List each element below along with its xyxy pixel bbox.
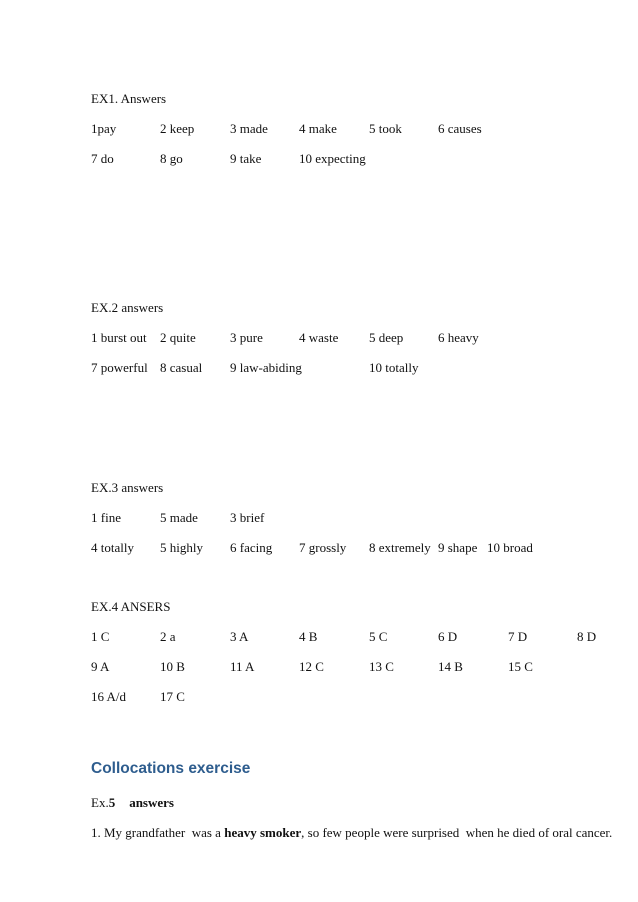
ex4-answer: 9 A: [91, 659, 110, 674]
ex2-answer: 10 totally: [369, 360, 419, 375]
ex2-answer: 6 heavy: [438, 330, 479, 345]
ex4-answer: 5 C: [369, 629, 388, 644]
ex4-answer: 2 a: [160, 629, 176, 644]
ex2-title: EX.2 answers: [91, 300, 164, 315]
ex4-answer: 4 B: [299, 629, 318, 644]
ex3-answer: 10 broad: [487, 540, 533, 555]
ex2-answer: 4 waste: [299, 330, 339, 345]
ex5-answers-label: answers: [129, 795, 174, 810]
ex4-answer: 3 A: [230, 629, 249, 644]
section-heading: Collocations exercise: [91, 760, 251, 777]
ex3-answer: 8 extremely: [369, 540, 431, 555]
ex2-answer: 1 burst out: [91, 330, 147, 345]
ex5-title: [91, 795, 174, 811]
ex1-answer: 10 expecting: [299, 151, 366, 166]
ex1-answer: 9 take: [230, 151, 262, 166]
ex4-answer: 17 C: [160, 689, 185, 704]
ex1-answer: 8 go: [160, 151, 183, 166]
ex4-answer: 6 D: [438, 629, 458, 644]
ex2-answer: 2 quite: [160, 330, 196, 345]
ex5-number: 5: [108, 795, 116, 810]
ex4-answer: 16 A/d: [91, 689, 127, 704]
ex3-title: EX.3 answers: [91, 480, 164, 495]
sentence-text: , so few people were surprised when he died of oral cancer.: [301, 825, 613, 840]
ex1-answer: 7 do: [91, 151, 114, 166]
ex4-title: EX.4 ANSERS: [91, 599, 171, 614]
ex3-answer: 9 shape: [438, 540, 478, 555]
ex3-answer: 1 fine: [91, 510, 121, 525]
ex2-answer: 9 law-abiding: [230, 360, 302, 375]
ex2-answer: 3 pure: [230, 330, 263, 345]
ex2-answer: 8 casual: [160, 360, 203, 375]
sentence-text: 1. My grandfather was a: [91, 825, 225, 840]
ex4-answer: 10 B: [160, 659, 185, 674]
ex4-answer: 7 D: [508, 629, 528, 644]
ex5-sentence-1: [91, 825, 612, 841]
sentence-collocation: heavy smoker: [224, 825, 302, 840]
ex1-answer: 2 keep: [160, 121, 195, 136]
ex4-answer: 13 C: [369, 659, 394, 674]
ex4-answer: 12 C: [299, 659, 324, 674]
ex1-title: EX1. Answers: [91, 91, 167, 106]
ex3-answer: 3 brief: [230, 510, 265, 525]
ex4-answer: 15 C: [508, 659, 533, 674]
ex3-answer: 4 totally: [91, 540, 134, 555]
ex2-answer: 7 powerful: [91, 360, 148, 375]
ex1-answer: 3 made: [230, 121, 268, 136]
ex1-answer: 4 make: [299, 121, 337, 136]
ex1-answer: 1pay: [91, 121, 117, 136]
ex2-answer: 5 deep: [369, 330, 404, 345]
ex4-answer: 8 D: [577, 629, 597, 644]
ex4-answer: 1 C: [91, 629, 110, 644]
ex3-answer: 7 grossly: [299, 540, 347, 555]
ex1-answer: 5 took: [369, 121, 402, 136]
ex4-answer: 14 B: [438, 659, 463, 674]
ex3-answer: 5 highly: [160, 540, 203, 555]
ex5-label: Ex.: [91, 795, 109, 810]
ex3-answer: 6 facing: [230, 540, 273, 555]
ex1-answer: 6 causes: [438, 121, 482, 136]
ex3-answer: 5 made: [160, 510, 198, 525]
ex4-answer: 11 A: [230, 659, 255, 674]
